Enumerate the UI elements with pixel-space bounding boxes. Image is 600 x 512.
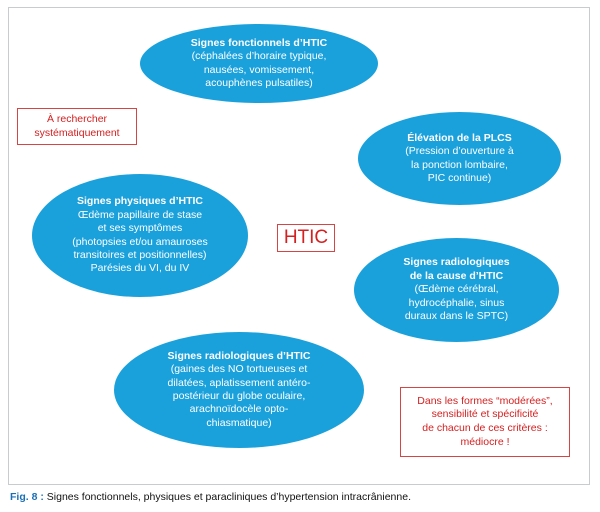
bubble-line: (gaines des NO tortueuses et	[170, 363, 308, 376]
bubble-line: acouphènes pulsatiles)	[205, 76, 313, 89]
caption-text: Signes fonctionnels, physiques et paracliniques d’hypertension intracrânienne.	[46, 491, 411, 503]
bubble-line: (photopsies et/ou amauroses	[72, 235, 208, 248]
bubble-line: PIC continue)	[427, 171, 492, 184]
bubble-title: Signes radiologiques	[403, 256, 510, 269]
bubble-radiologiques-htic	[114, 332, 364, 448]
bubble-line: (Pression d’ouverture à	[405, 145, 514, 158]
note-line: sensibilité et spécificité	[431, 408, 539, 421]
note-line: systématiquement	[34, 126, 120, 139]
bubble-title: Signes radiologiques d’HTIC	[167, 349, 311, 362]
bubble-line: transitoires et positionnelles)	[73, 248, 207, 261]
bubble-line: chiasmatique)	[206, 416, 272, 429]
bubble-line: Parésies du VI, du IV	[90, 262, 190, 275]
bubble-elevation-plcs	[358, 112, 561, 205]
bubble-line: dilatées, aplatissement antéro-	[167, 376, 311, 389]
figure-caption	[10, 491, 411, 503]
bubble-line: nausées, vomissement,	[203, 63, 315, 76]
note-formes-moderees	[400, 387, 570, 457]
bubble-title: Signes physiques d’HTIC	[76, 195, 204, 208]
bubble-radiologiques-cause	[354, 238, 559, 342]
bubble-line: duraux dans le SPTC)	[404, 310, 509, 323]
bubble-title: Élévation de la PLCS	[407, 131, 512, 144]
bubble-line: (céphalées d’horaire typique,	[191, 50, 327, 63]
bubble-title-line: de la cause d’HTIC	[409, 269, 504, 282]
bubble-line: hydrocéphalie, sinus	[408, 296, 505, 309]
bubble-title: Signes fonctionnels d’HTIC	[190, 36, 328, 49]
center-label-htic: HTIC	[277, 224, 335, 252]
note-line: Dans les formes “modérées”,	[417, 394, 553, 407]
note-line: À rechercher	[46, 112, 108, 125]
bubble-signes-fonctionnels	[140, 24, 378, 103]
note-a-rechercher	[17, 108, 137, 145]
note-line: médiocre !	[460, 435, 510, 448]
bubble-line: et ses symptômes	[97, 222, 183, 235]
bubble-line: postérieur du globe oculaire,	[172, 390, 306, 402]
bubble-line: Œdème papillaire de stase	[77, 208, 203, 221]
caption-label: Fig. 8 :	[10, 491, 44, 503]
note-line: de chacun de ces critères :	[422, 422, 548, 434]
bubble-line: (Œdème cérébral,	[414, 283, 499, 296]
bubble-line: la ponction lombaire,	[411, 158, 508, 171]
bubble-line: arachnoïdocèle opto-	[189, 403, 289, 416]
bubble-signes-physiques	[32, 174, 248, 297]
